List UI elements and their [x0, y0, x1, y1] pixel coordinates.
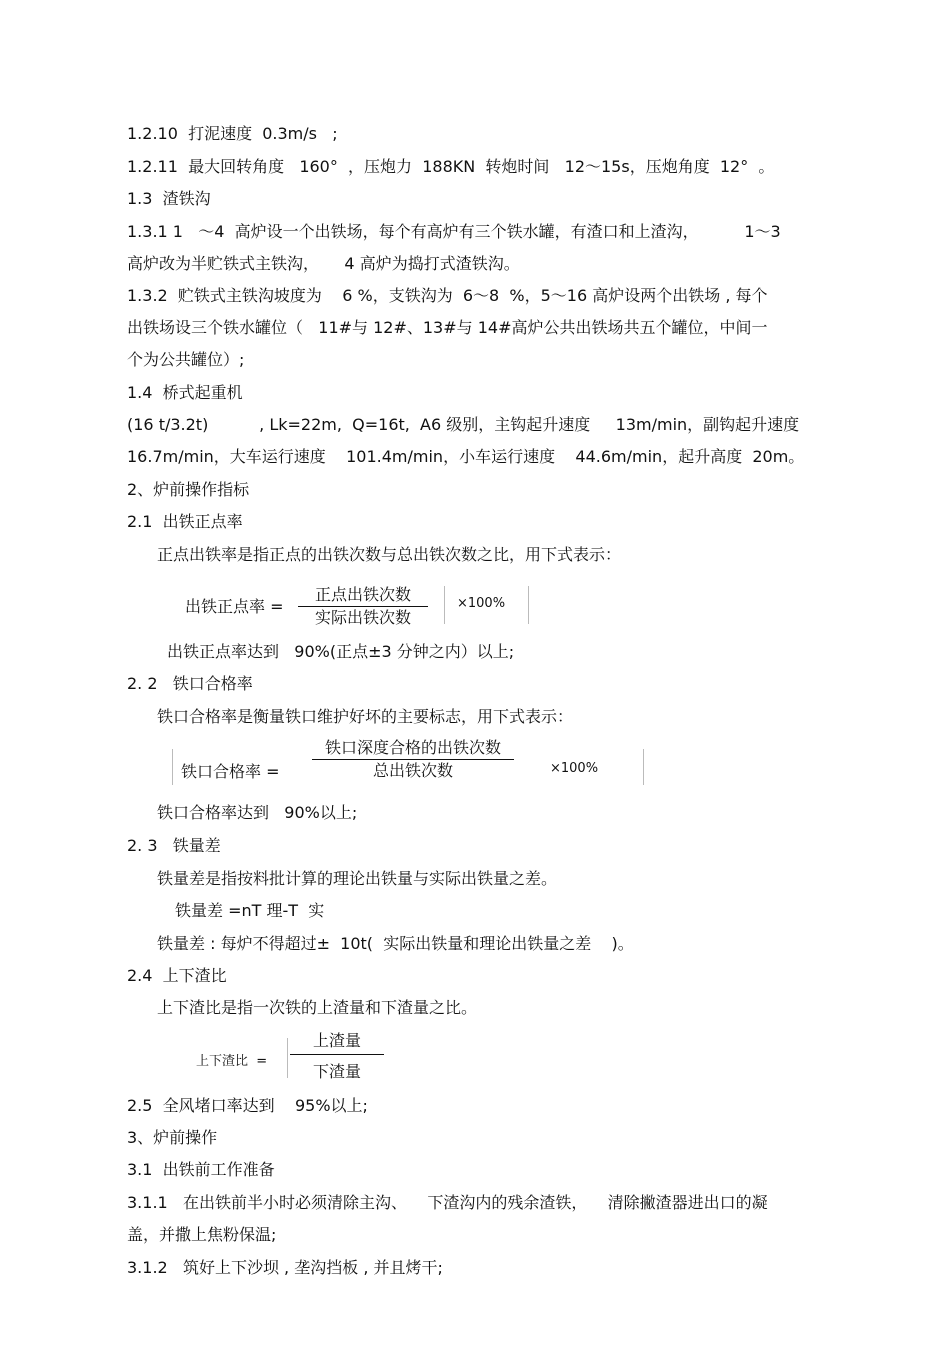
text-line: 上下渣比是指一次铁的上渣量和下渣量之比。 [157, 998, 478, 1017]
section-heading: 1.3 渣铁沟 [127, 189, 211, 208]
formula-multiplier: ×100% [457, 596, 506, 611]
text-line: 3.1.2 筑好上下沙坝 , 垄沟挡板 , 并且烤干; [127, 1258, 443, 1277]
section-heading: 2. 3 铁量差 [127, 836, 221, 855]
divider [287, 1038, 288, 1078]
text-line: 盖，并撒上焦粉保温; [127, 1225, 277, 1244]
formula-fraction [312, 737, 514, 782]
divider [643, 749, 644, 785]
fraction-bar [290, 1054, 384, 1055]
formula-numerator: 正点出铁次数 [314, 585, 411, 604]
section-heading: 2.1 出铁正点率 [127, 512, 243, 531]
text-line: 1.2.10 打泥速度 0.3m/s ; [127, 124, 338, 143]
text-line: 3.1.1 在出铁前半小时必须清除主沟、 下渣沟内的残余渣铁， 清除撇渣器进出口的凝 [127, 1193, 768, 1212]
section-heading: 2.4 上下渣比 [127, 966, 227, 985]
formula-fraction [298, 584, 428, 629]
section-heading: 3、炉前操作 [127, 1128, 218, 1147]
text-line: 铁量差 =nT 理-T 实 [175, 901, 325, 920]
section-heading: 1.4 桥式起重机 [127, 383, 243, 402]
section-heading: 2、炉前操作指标 [127, 480, 250, 499]
text-line: 铁口合格率是衡量铁口维护好坏的主要标志，用下式表示： [157, 707, 574, 726]
formula-denominator: 下渣量 [312, 1062, 361, 1081]
text-line: 1.3.2 贮铁式主铁沟坡度为 6 %，支铁沟为 6～8 %，5～16 高炉设两个出铁场 , 每个 [127, 286, 768, 305]
formula-label: 铁口合格率 = [181, 762, 280, 781]
formula-denominator: 实际出铁次数 [314, 608, 411, 627]
text-line: 铁量差是指按料批计算的理论出铁量与实际出铁量之差。 [157, 869, 558, 888]
formula-numerator: 上渣量 [312, 1031, 361, 1050]
formula-numerator: 铁口深度合格的出铁次数 [324, 738, 501, 757]
text-line: 2.5 全风堵口率达到 95%以上; [127, 1096, 368, 1115]
text-line: 1.2.11 最大回转角度 160° ，压炮力 188KN 转炮时间 12～15s，压炮角度 12° 。 [127, 157, 775, 176]
formula-label: 上下渣比 = [196, 1054, 268, 1069]
text-line: 铁量差 : 每炉不得超过± 10t( 实际出铁量和理论出铁量之差 )。 [157, 934, 634, 953]
formula-denominator: 总出铁次数 [372, 761, 453, 780]
text-line: 个为公共罐位）; [127, 350, 245, 369]
section-heading: 3.1 出铁前工作准备 [127, 1160, 275, 1179]
section-heading: 2. 2 铁口合格率 [127, 674, 253, 693]
formula-multiplier: ×100% [550, 761, 599, 776]
formula-fraction [290, 1030, 384, 1083]
formula-taphole-rate [0, 737, 950, 789]
text-line: 1.3.1 1 ～4 高炉设一个出铁场，每个有高炉有三个铁水罐，有渣口和上渣沟， 1～3 [127, 222, 781, 241]
text-line: 高炉改为半贮铁式主铁沟， 4 高炉为捣打式渣铁沟。 [127, 254, 520, 273]
formula-punctuality-rate [0, 584, 950, 628]
text-line: 正点出铁率是指正点的出铁次数与总出铁次数之比，用下式表示： [157, 545, 622, 564]
text-line: 出铁正点率达到 90%(正点±3 分钟之内）以上; [167, 642, 515, 661]
formula-label: 出铁正点率 = [185, 597, 284, 616]
divider [172, 749, 173, 785]
text-line: 16.7m/min，大车运行速度 101.4m/min，小车运行速度 44.6m/min，起升高度 20m。 [127, 447, 805, 466]
formula-slag-ratio [0, 1030, 950, 1086]
text-line: 出铁场设三个铁水罐位（ 11#与 12#、13#与 14#高炉公共出铁场共五个罐位，中间一 [127, 318, 768, 337]
divider [528, 586, 529, 624]
text-line: 铁口合格率达到 90%以上; [157, 803, 358, 822]
divider [444, 586, 445, 624]
text-line: (16 t/3.2t) , Lk=22m, Q=16t, A6 级别，主钩起升速度 13m/min，副钩起升速度 [127, 415, 800, 434]
